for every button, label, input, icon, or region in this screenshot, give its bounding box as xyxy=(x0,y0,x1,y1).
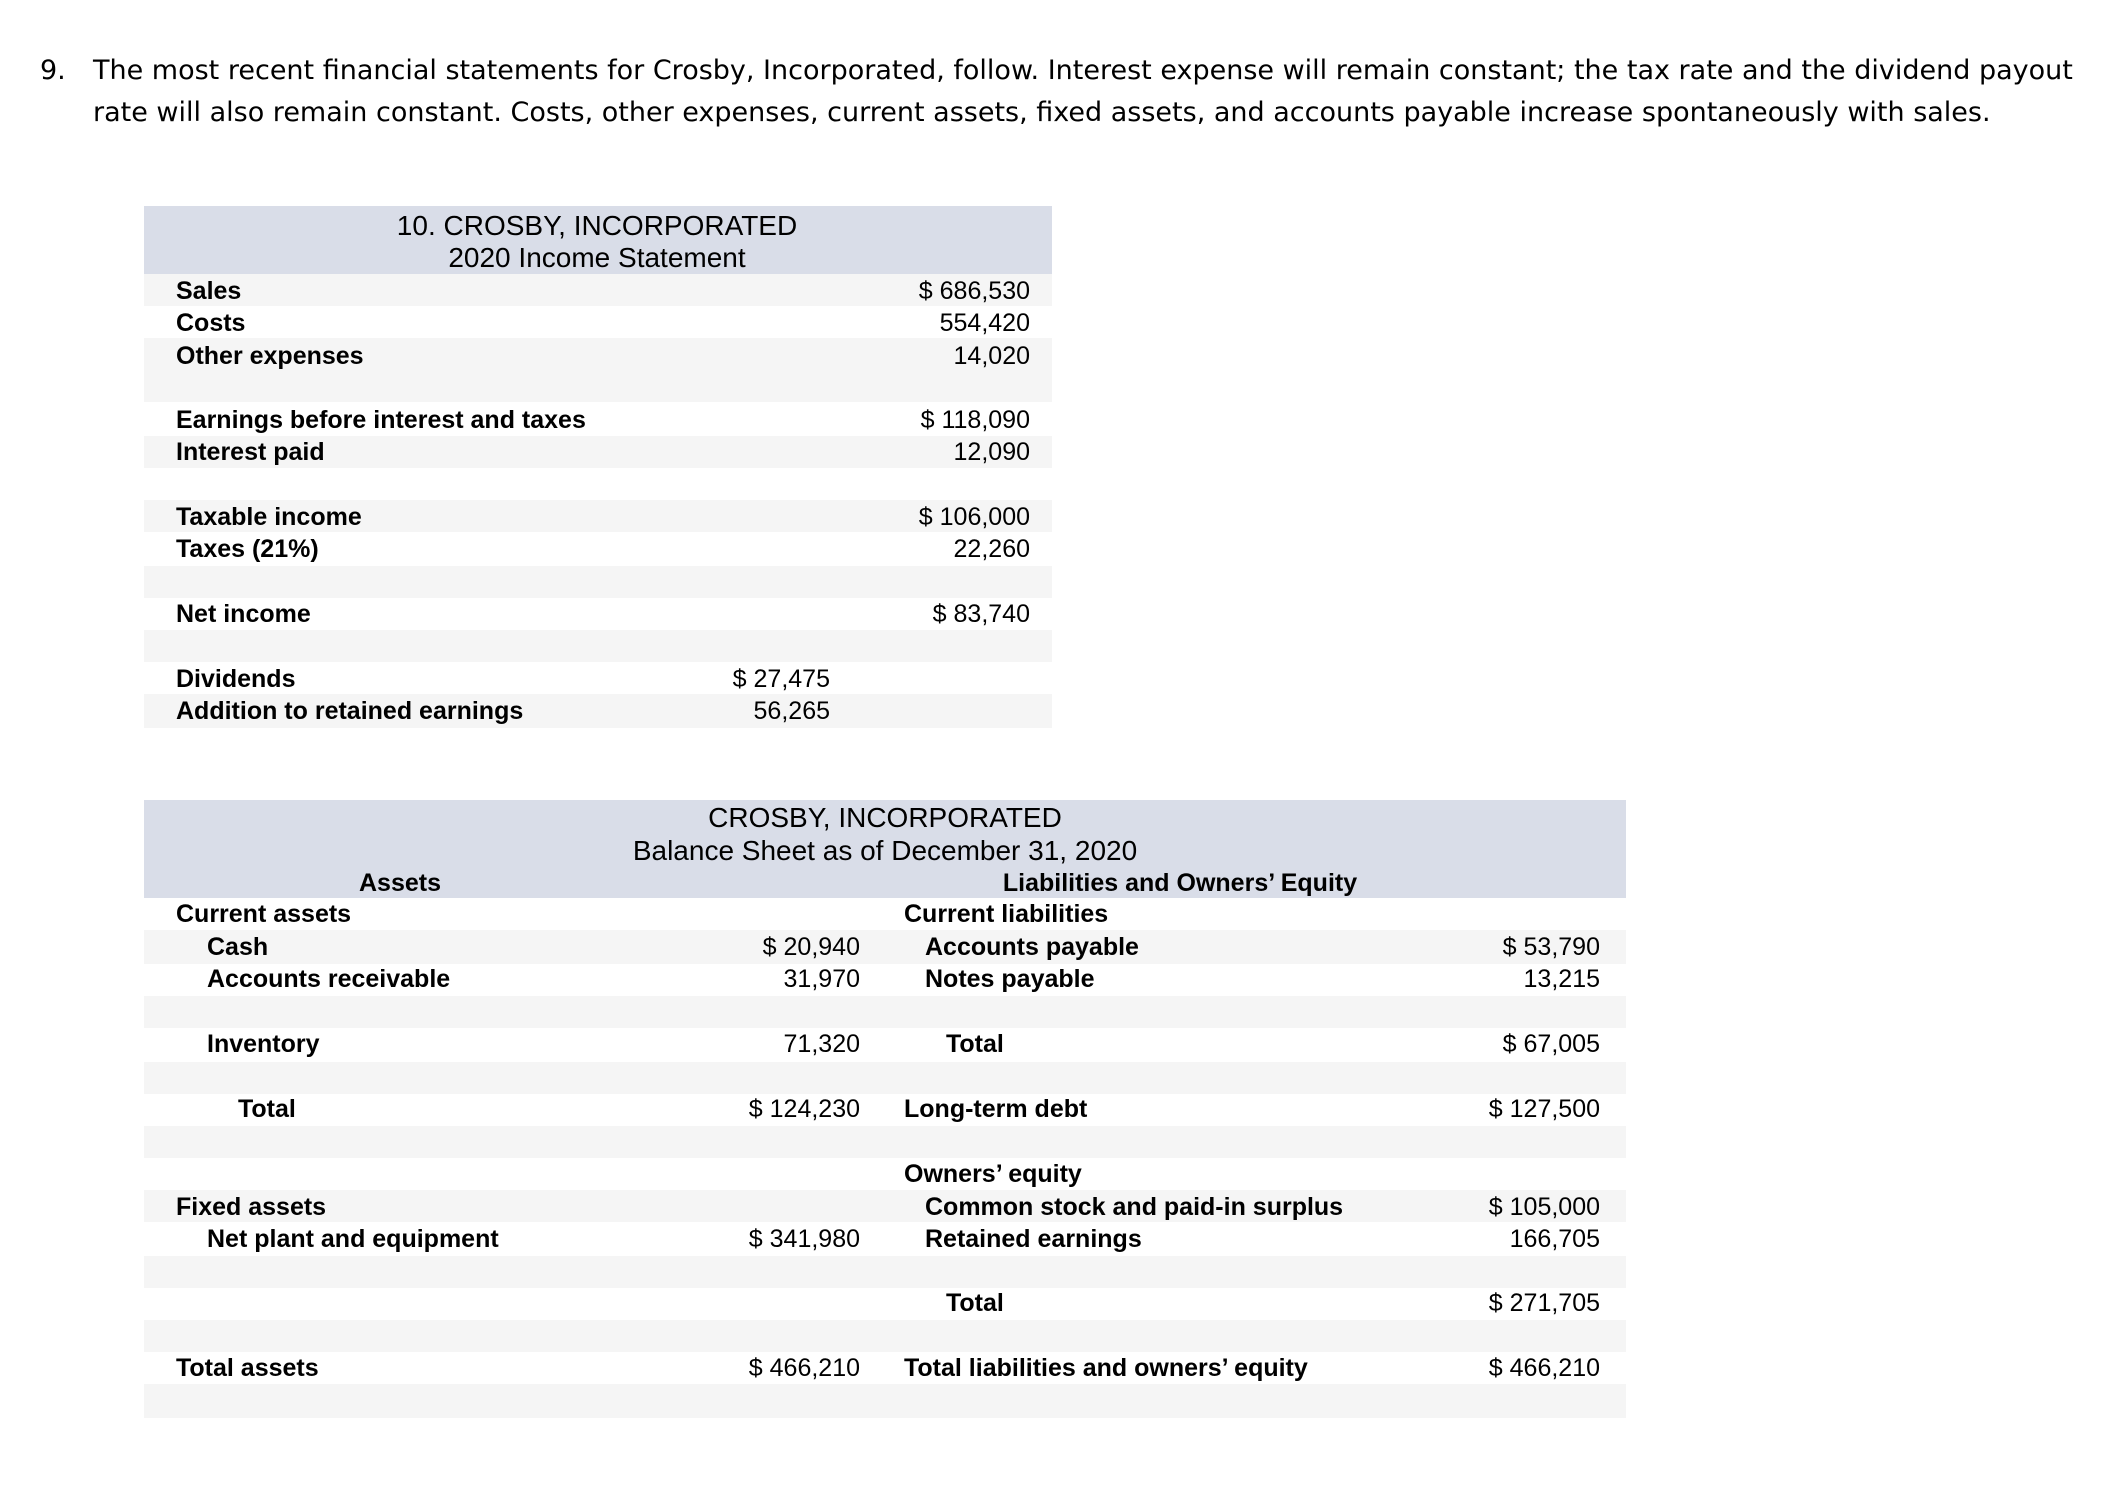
taxable-income-label: Taxable income xyxy=(176,503,362,531)
taxable-income-value: $ 106,000 xyxy=(918,503,1030,531)
notes-payable-label: Notes payable xyxy=(925,965,1095,993)
equity-total-value: $ 271,705 xyxy=(1488,1289,1600,1317)
current-assets-label: Current assets xyxy=(176,900,352,928)
accounts-payable-label: Accounts payable xyxy=(925,933,1139,961)
liabilities-header: Liabilities and Owners’ Equity xyxy=(1002,869,1358,897)
current-assets-total-label: Total xyxy=(238,1095,296,1123)
taxes-label: Taxes (21%) xyxy=(176,535,319,563)
inventory-label: Inventory xyxy=(207,1030,320,1058)
notes-payable-value: 13,215 xyxy=(1523,965,1600,993)
inventory-value: 71,320 xyxy=(783,1030,860,1058)
other-expenses-value: 14,020 xyxy=(953,342,1030,370)
net-income-label: Net income xyxy=(176,600,311,628)
total-liabilities-equity-label: Total liabilities and owners’ equity xyxy=(904,1354,1308,1382)
balance-sheet-subtitle: Balance Sheet as of December 31, 2020 xyxy=(632,835,1138,866)
interest-value: 12,090 xyxy=(953,438,1030,466)
net-plant-value: $ 341,980 xyxy=(748,1225,860,1253)
row-band xyxy=(144,1062,1626,1094)
row-band xyxy=(144,1320,1626,1352)
row-band xyxy=(144,630,1052,662)
long-term-debt-value: $ 127,500 xyxy=(1488,1095,1600,1123)
other-expenses-label: Other expenses xyxy=(176,342,364,370)
problem-text: The most recent financial statements for Crosby, Incorporated, follow. Interest expense will remain constant; the tax rate and the dividend payout rate will also remain constant. Costs, other expenses, current assets, fixed assets, and accounts payable increase spontaneously with sales. xyxy=(93,55,2073,128)
total-assets-label: Total assets xyxy=(176,1354,319,1382)
dividends-value: $ 27,475 xyxy=(732,665,830,693)
accounts-payable-value: $ 53,790 xyxy=(1502,933,1600,961)
current-liabilities-label: Current liabilities xyxy=(904,900,1109,928)
addition-re-value: 56,265 xyxy=(753,697,830,725)
fixed-assets-label: Fixed assets xyxy=(176,1193,327,1221)
accounts-receivable-value: 31,970 xyxy=(783,965,860,993)
income-statement-subtitle: 2020 Income Statement xyxy=(448,242,746,273)
retained-earnings-value: 166,705 xyxy=(1509,1225,1600,1253)
cash-value: $ 20,940 xyxy=(762,933,860,961)
assets-header: Assets xyxy=(359,869,441,897)
total-liabilities-equity-value: $ 466,210 xyxy=(1488,1354,1600,1382)
sales-label: Sales xyxy=(176,277,242,305)
row-band xyxy=(144,566,1052,598)
common-stock-label: Common stock and paid-in surplus xyxy=(925,1193,1344,1221)
total-assets-value: $ 466,210 xyxy=(748,1354,860,1382)
addition-re-label: Addition to retained earnings xyxy=(176,697,524,725)
owners-equity-label: Owners’ equity xyxy=(904,1160,1082,1188)
retained-earnings-label: Retained earnings xyxy=(925,1225,1142,1253)
common-stock-value: $ 105,000 xyxy=(1488,1193,1600,1221)
problem-number: 9. xyxy=(40,55,66,86)
row-band xyxy=(144,1126,1626,1158)
sales-value: $ 686,530 xyxy=(918,277,1030,305)
ebit-value: $ 118,090 xyxy=(920,406,1030,434)
current-assets-total-value: $ 124,230 xyxy=(748,1095,860,1123)
balance-sheet-title: CROSBY, INCORPORATED xyxy=(708,802,1062,833)
cash-label: Cash xyxy=(207,933,269,961)
row-band xyxy=(144,996,1626,1028)
costs-label: Costs xyxy=(176,309,246,337)
dividends-label: Dividends xyxy=(176,665,296,693)
costs-value: 554,420 xyxy=(939,309,1030,337)
current-liabilities-total-label: Total xyxy=(946,1030,1004,1058)
long-term-debt-label: Long-term debt xyxy=(904,1095,1088,1123)
interest-label: Interest paid xyxy=(176,438,325,466)
net-plant-label: Net plant and equipment xyxy=(207,1225,499,1253)
income-statement-title: 10. CROSBY, INCORPORATED xyxy=(396,210,798,241)
equity-total-label: Total xyxy=(946,1289,1004,1317)
accounts-receivable-label: Accounts receivable xyxy=(207,965,451,993)
current-liabilities-total-value: $ 67,005 xyxy=(1502,1030,1600,1058)
row-band xyxy=(144,1384,1626,1418)
row-band xyxy=(144,370,1052,402)
net-income-value: $ 83,740 xyxy=(932,600,1030,628)
taxes-value: 22,260 xyxy=(953,535,1030,563)
ebit-label: Earnings before interest and taxes xyxy=(176,406,586,434)
row-band xyxy=(144,1256,1626,1288)
